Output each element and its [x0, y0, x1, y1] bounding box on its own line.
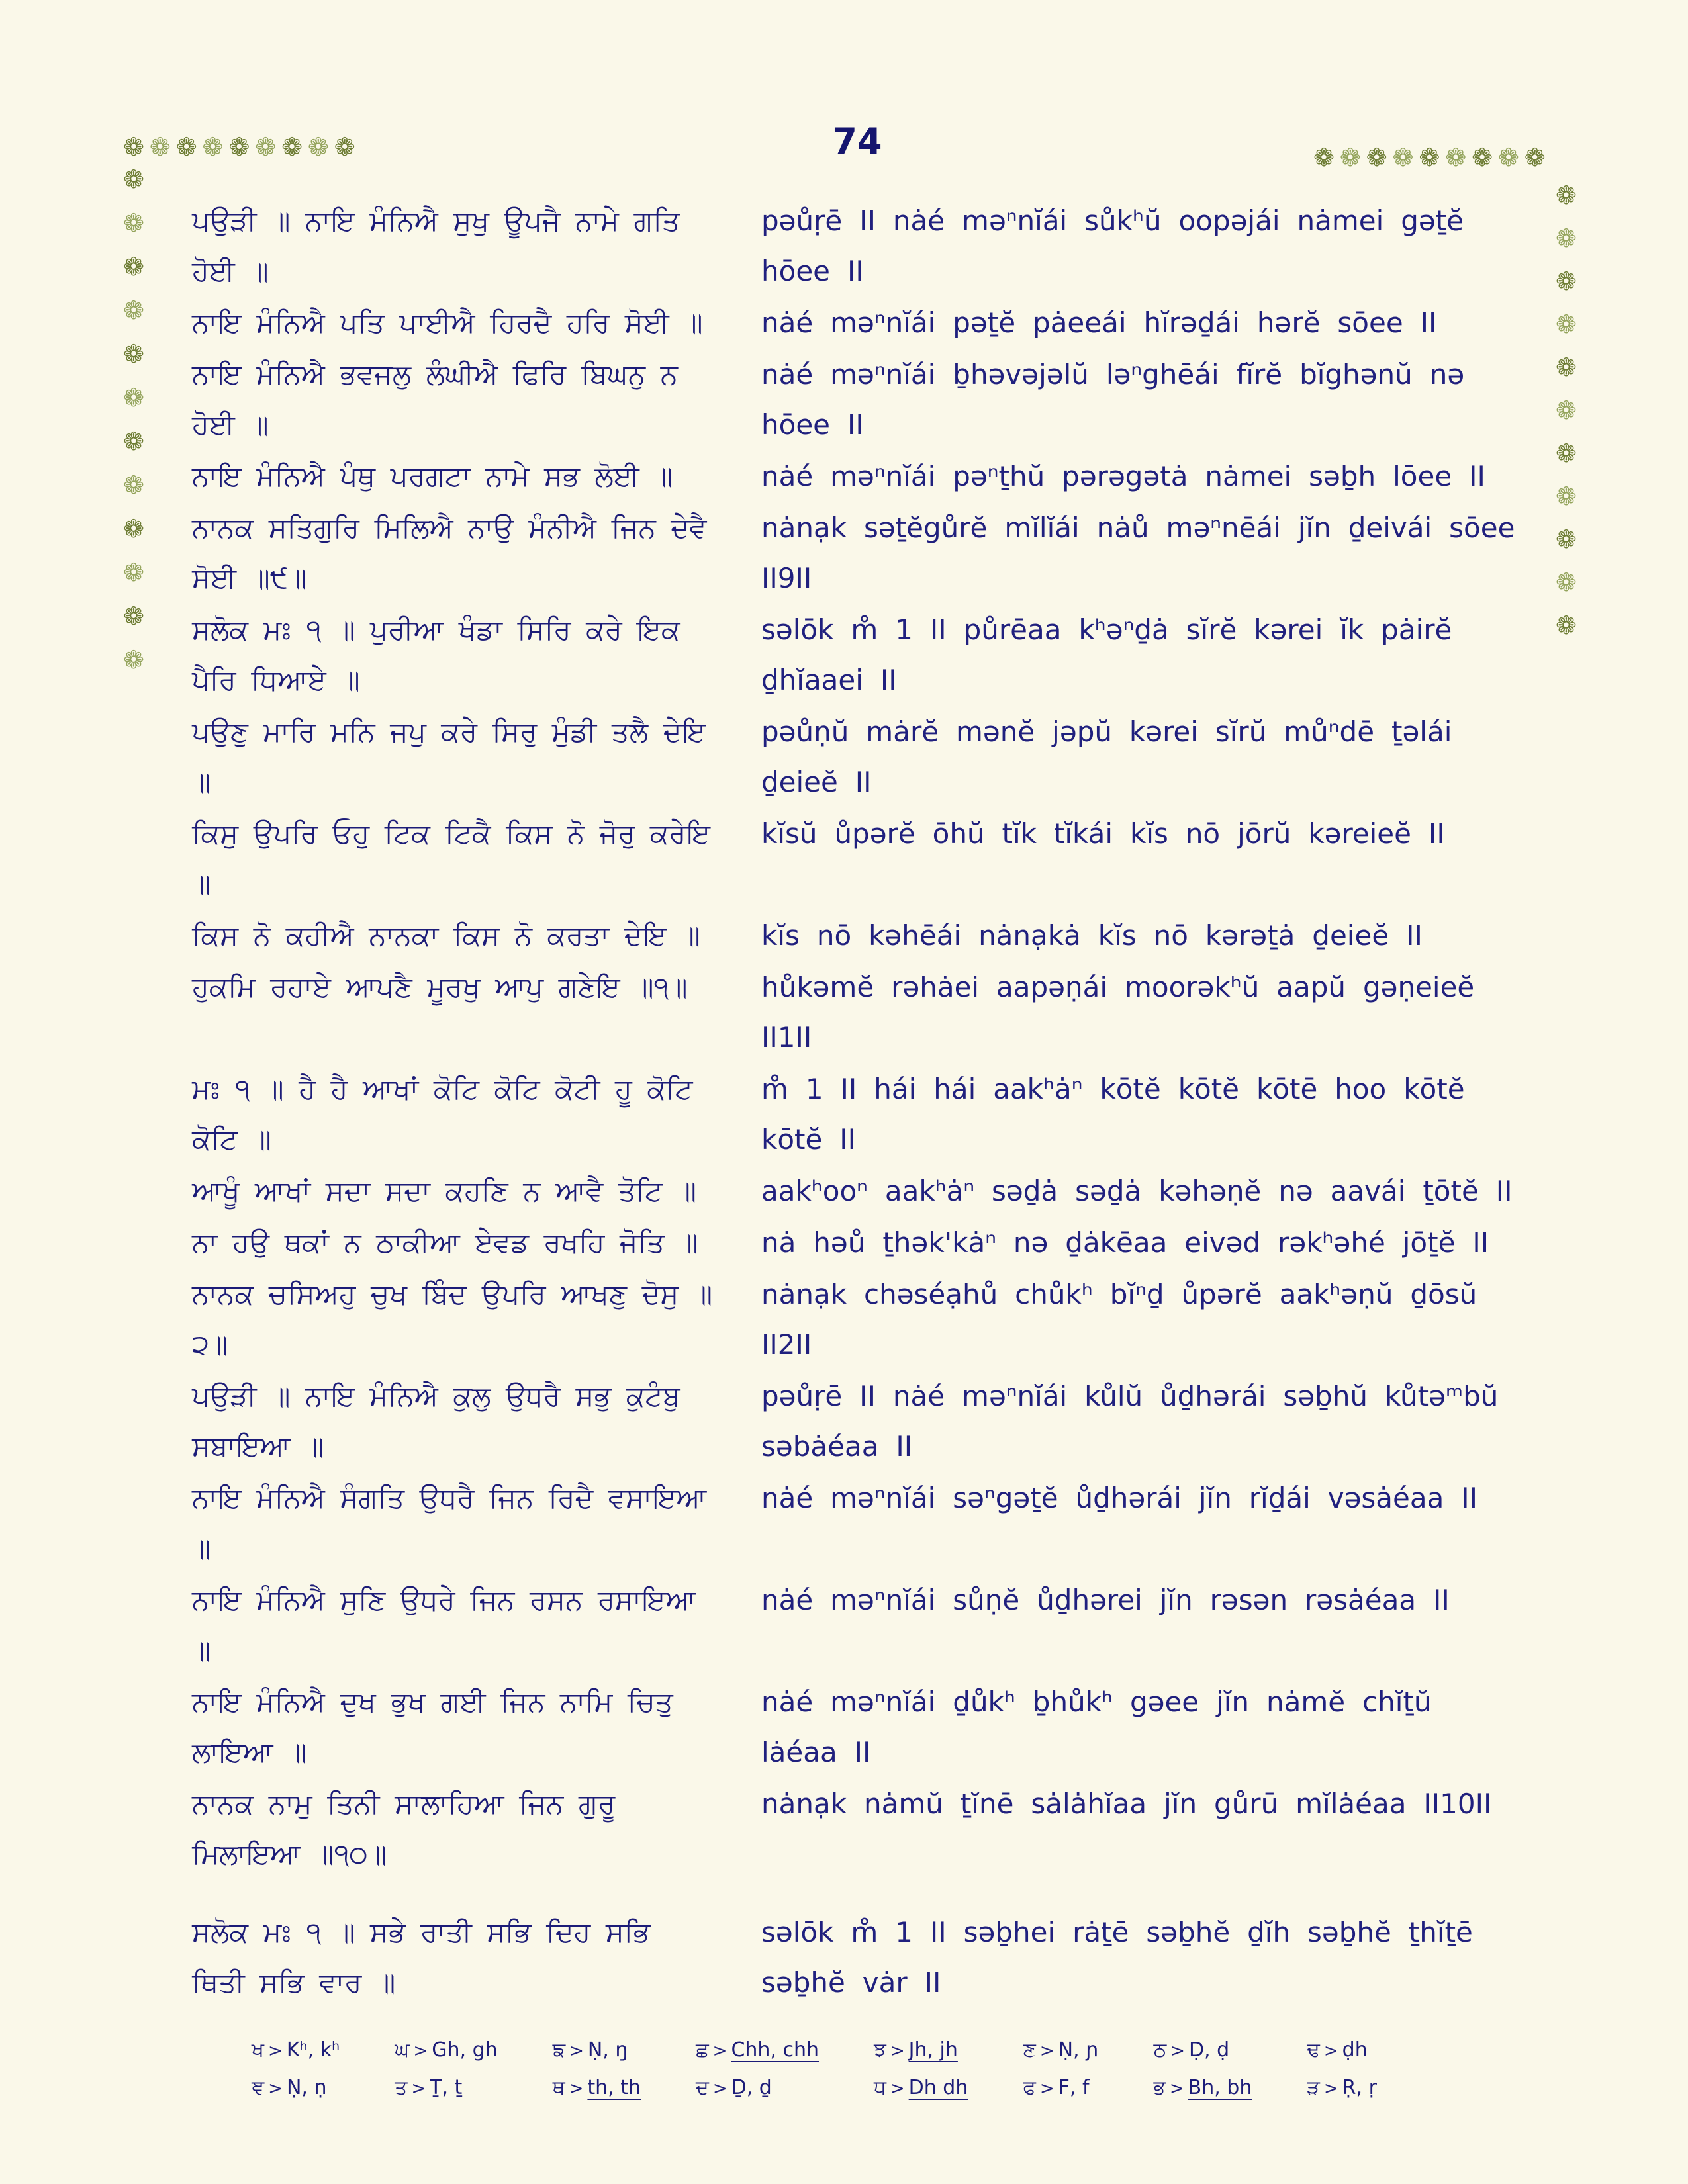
romanization-text: kĭsŭ ůpərĕ ōhŭ tĭk tĭkái kĭs nō jōrŭ kəreieĕ II — [761, 817, 1445, 850]
flower-icon: ❁ — [123, 558, 144, 587]
flower-icon: ❁ — [1313, 143, 1335, 172]
gurmukhi-text: ਨਾਨਕ ਸਤਿਗੁਰਿ ਮਿਲਿਐ ਨਾਉ ਮੰਨੀਐ ਜਿਨ ਦੇਵੈ ਸੋਈ ॥੯॥ — [192, 512, 707, 594]
flower-icon: ❁ — [1497, 143, 1519, 172]
gurmukhi-letter: ਞ — [252, 2076, 265, 2099]
maps-to-symbol: > — [1169, 2079, 1184, 2099]
legend-item — [252, 2037, 340, 2064]
latin-equivalent: Ṇ, ŋ — [587, 2038, 628, 2062]
gurmukhi-text: ਨਾਇ ਮੰਨਿਐ ਸੁਣਿ ਉਧਰੇ ਜਿਨ ਰਸਨ ਰਸਾਇਆ ॥ — [192, 1584, 696, 1666]
romanization-text: nȧé məⁿnĭái ḏůkʰ ḇhůkʰ gəee jĭn nȧmĕ chĭṯŭ lȧéaa II — [761, 1686, 1432, 1768]
gurmukhi-text: ਕਿਸ ਨੋ ਕਹੀਐ ਨਾਨਕਾ ਕਿਸ ਨੋ ਕਰਤਾ ਦੇਇ ॥ — [192, 919, 700, 952]
gurmukhi-letter: ਣ — [1023, 2038, 1036, 2062]
verse-row — [192, 1064, 1526, 1165]
verse-row — [192, 1907, 1526, 2008]
legend-item — [553, 2037, 641, 2064]
gurmukhi-text: ਆਖੂੰ ਆਖਾਂ ਸਦਾ ਸਦਾ ਕਹਣਿ ਨ ਆਵੈ ਤੋਟਿ ॥ — [192, 1175, 697, 1207]
maps-to-symbol: > — [413, 2041, 428, 2061]
romanization-text: nȧnạk chəséạhů chůkʰ bĭⁿḏ ůpərĕ aakʰəṇŭ ḏōsŭ II2II — [761, 1278, 1477, 1361]
transliteration-legend — [252, 2037, 1377, 2102]
verse-row — [192, 1371, 1526, 1472]
romanization-text: nȧnạk nȧmŭ ṯĭnē sȧlȧhĭaa jĭn gůrū mĭlȧéaa II10II — [761, 1788, 1492, 1820]
verse-row — [192, 1473, 1526, 1574]
romanization-text: m̊ 1 II hái hái aakʰȧⁿ kōtĕ kōtĕ kōtē hoo kōtĕ kōtĕ II — [761, 1073, 1465, 1156]
flower-icon: ❁ — [1556, 525, 1577, 554]
latin-equivalent: Gh, gh — [432, 2038, 498, 2062]
flower-icon: ❁ — [1556, 482, 1577, 511]
verse-row — [192, 962, 1526, 1063]
legend-item — [1023, 2037, 1098, 2064]
latin-equivalent: Chh, chh — [731, 2038, 820, 2062]
gurmukhi-text: ਨਾਇ ਮੰਨਿਐ ਪਤਿ ਪਾਈਐ ਹਿਰਦੈ ਹਰਿ ਸੋਈ ॥ — [192, 306, 703, 339]
gurmukhi-text: ਨਾਇ ਮੰਨਿਐ ਭਵਜਲੁ ਲੰਘੀਐ ਫਿਰਿ ਬਿਘਨੁ ਨ ਹੋਈ ॥ — [192, 358, 678, 441]
verse-row — [192, 349, 1526, 450]
latin-equivalent: Ḏ, ḏ — [731, 2076, 772, 2099]
romanization-text: nȧé məⁿnĭái sůṇĕ ůḏhərei jĭn rəsən rəsȧéaa II — [761, 1584, 1450, 1616]
gurmukhi-letter: ਠ — [1153, 2038, 1167, 2062]
flower-icon: ❁ — [1556, 611, 1577, 640]
gurmukhi-text: ਨਾਇ ਮੰਨਿਐ ਪੰਥੁ ਪਰਗਟਾ ਨਾਮੇ ਸਭ ਲੋਈ ॥ — [192, 460, 673, 492]
flower-icon: ❁ — [1556, 439, 1577, 468]
legend-item — [1307, 2075, 1377, 2102]
flower-icon: ❁ — [123, 165, 144, 194]
verse-row — [192, 1166, 1526, 1216]
romanization-text: hůkəmĕ rəhȧei aapəṇái moorəkʰŭ aapŭ gəṇeieĕ II1II — [761, 971, 1475, 1054]
gurmukhi-text: ਨਾਨਕ ਨਾਮੁ ਤਿਨੀ ਸਾਲਾਹਿਆ ਜਿਨ ਗੁਰੂ ਮਿਲਾਇਆ ॥੧੦॥ — [192, 1788, 616, 1870]
verse-row — [192, 451, 1526, 502]
romanization-text: pəůṛē II nȧé məⁿnĭái kůlŭ ůḏhərái səḇhŭ kůtəᵐbŭ səbȧéaa II — [761, 1380, 1499, 1463]
gurmukhi-letter: ਝ — [873, 2038, 886, 2062]
gurmukhi-text: ਮਃ ੧ ॥ ਹੈ ਹੈ ਆਖਾਂ ਕੋਟਿ ਕੋਟਿ ਕੋਟੀ ਹੂ ਕੋਟਿ ਕੋਟਿ ॥ — [192, 1073, 693, 1156]
flower-icon: ❁ — [123, 340, 144, 369]
gurmukhi-letter: ਘ — [395, 2038, 410, 2062]
flower-icon: ❁ — [1392, 143, 1414, 172]
latin-equivalent: F, f — [1058, 2076, 1090, 2099]
flower-icon: ❁ — [123, 132, 144, 161]
verse-row — [192, 707, 1526, 807]
legend-item — [252, 2075, 340, 2102]
romanization-text: nȧé məⁿnĭái səⁿgəṯĕ ůḏhərái jĭn rĭḏái vəsȧéaa II — [761, 1482, 1478, 1514]
gurmukhi-text: ਕਿਸੁ ਉਪਰਿ ਓਹੁ ਟਿਕ ਟਿਕੈ ਕਿਸ ਨੋ ਜੋਰੁ ਕਰੇਇ ॥ — [192, 817, 710, 900]
romanization-text: səlōk m̊ 1 II səḇhei rȧṯē səḇhĕ ḏĭh səḇhĕ ṯhĭṯē səḇhĕ vȧr II — [761, 1916, 1473, 1999]
maps-to-symbol: > — [712, 2041, 727, 2061]
flower-icon: ❁ — [202, 132, 224, 161]
latin-equivalent: Ṇ, ṇ — [286, 2076, 327, 2099]
gurmukhi-letter: ਖ — [252, 2038, 265, 2062]
legend-item — [1307, 2037, 1377, 2064]
gurmukhi-letter: ਤ — [395, 2076, 408, 2099]
maps-to-symbol: > — [1039, 2041, 1055, 2061]
verse-row — [192, 605, 1526, 705]
flower-icon: ❁ — [1445, 143, 1467, 172]
legend-item — [553, 2075, 641, 2102]
legend-item — [1153, 2037, 1252, 2064]
flower-border-left — [123, 167, 144, 672]
latin-equivalent: Ṛ, ṛ — [1342, 2076, 1377, 2099]
romanization-text: nȧ həů ṯhək'kȧⁿ nə ḏȧkēaa eivəd rəkʰəhé jōṯĕ II — [761, 1226, 1489, 1259]
verse-row — [192, 196, 1526, 296]
gurmukhi-text: ਹੁਕਮਿ ਰਹਾਏ ਆਪਣੈ ਮੂਰਖੁ ਆਪੁ ਗਣੇਇ ॥੧॥ — [192, 971, 688, 1003]
flower-icon: ❁ — [1556, 224, 1577, 253]
legend-item — [696, 2037, 819, 2064]
flower-icon: ❁ — [1472, 143, 1493, 172]
verse-row — [192, 1218, 1526, 1268]
verse-row — [192, 1575, 1526, 1676]
flower-icon: ❁ — [123, 296, 144, 325]
latin-equivalent: th, th — [587, 2076, 641, 2099]
gurmukhi-letter: ਧ — [873, 2076, 886, 2099]
romanization-text: pəůṛē II nȧé məⁿnĭái sůkʰŭ oopəjái nȧmei gəṯĕ hōee II — [761, 205, 1464, 287]
flower-icon: ❁ — [1366, 143, 1387, 172]
gurmukhi-text: ਪਉੜੀ ॥ ਨਾਇ ਮੰਨਿਐ ਸੁਖੁ ਊਪਜੈ ਨਾਮੇ ਗਤਿ ਹੋਈ ॥ — [192, 205, 680, 287]
flower-icon: ❁ — [123, 645, 144, 674]
verse-row — [192, 809, 1526, 909]
maps-to-symbol: > — [569, 2041, 584, 2061]
romanization-text: kĭs nō kəhēái nȧnạkȧ kĭs nō kərəṯȧ ḏeieĕ II — [761, 919, 1423, 952]
verse-row — [192, 1677, 1526, 1778]
flower-icon: ❁ — [255, 132, 277, 161]
flower-icon: ❁ — [1524, 143, 1546, 172]
maps-to-symbol: > — [268, 2041, 283, 2061]
verse-row — [192, 503, 1526, 604]
latin-equivalent: Ḍ, ḍ — [1188, 2038, 1230, 2062]
gurmukhi-letter: ਢ — [1307, 2038, 1320, 2062]
page-number: 74 — [832, 120, 882, 162]
maps-to-symbol: > — [1170, 2041, 1185, 2061]
latin-equivalent: Ṯ, ṯ — [430, 2076, 463, 2099]
gurmukhi-text: ਪਉਣੁ ਮਾਰਿ ਮਨਿ ਜਪੁ ਕਰੇ ਸਿਰੁ ਮੁੰਡੀ ਤਲੈ ਦੇਇ ॥ — [192, 715, 706, 798]
flower-icon: ❁ — [123, 602, 144, 631]
flower-icon: ❁ — [1556, 310, 1577, 339]
flower-icon: ❁ — [123, 383, 144, 412]
flower-icon: ❁ — [123, 252, 144, 281]
gurmukhi-text: ਸਲੋਕ ਮਃ ੧ ॥ ਸਭੇ ਰਾਤੀ ਸਭਿ ਦਿਹ ਸਭਿ ਥਿਤੀ ਸਭਿ ਵਾਰ ॥ — [192, 1916, 651, 1999]
gurmukhi-text: ਨਾਇ ਮੰਨਿਐ ਦੁਖ ਭੁਖ ਗਈ ਜਿਨ ਨਾਮਿ ਚਿਤੁ ਲਾਇਆ ॥ — [192, 1686, 673, 1768]
gurmukhi-text: ਸਲੋਕ ਮਃ ੧ ॥ ਪੁਰੀਆ ਖੰਡਾ ਸਿਰਿ ਕਰੇ ਇਕ ਪੈਰਿ ਧਿਆਏ ॥ — [192, 614, 680, 696]
maps-to-symbol: > — [890, 2041, 905, 2061]
maps-to-symbol: > — [1323, 2079, 1338, 2099]
flower-icon: ❁ — [1339, 143, 1361, 172]
legend-item — [395, 2037, 498, 2064]
latin-equivalent: Dh dh — [908, 2076, 968, 2099]
flower-icon: ❁ — [123, 427, 144, 456]
flower-border-top-left — [123, 134, 355, 159]
verse-row — [192, 1779, 1526, 1880]
gurmukhi-text: ਨਾਨਕ ਚਸਿਅਹੁ ਚੁਖ ਬਿੰਦ ਉਪਰਿ ਆਖਣੁ ਦੋਸੁ ॥੨॥ — [192, 1278, 713, 1361]
gurmukhi-letter: ੜ — [1307, 2076, 1320, 2099]
latin-equivalent: Kʰ, kʰ — [286, 2038, 340, 2062]
flower-icon: ❁ — [175, 132, 197, 161]
legend-item — [1153, 2075, 1252, 2102]
verse-table — [192, 196, 1526, 2009]
maps-to-symbol: > — [411, 2079, 426, 2099]
maps-to-symbol: > — [890, 2079, 905, 2099]
maps-to-symbol: > — [1039, 2079, 1055, 2099]
legend-item — [874, 2075, 968, 2102]
flower-border-top-right — [1313, 145, 1546, 170]
latin-equivalent: ḍh — [1342, 2038, 1368, 2062]
latin-equivalent: Jh, jh — [908, 2038, 958, 2062]
flower-icon: ❁ — [1556, 396, 1577, 425]
romanization-text: pəůṇŭ mȧrĕ mənĕ jəpŭ kərei sĭrŭ můⁿdē ṯəlái ḏeieĕ II — [761, 715, 1452, 798]
flower-icon: ❁ — [334, 132, 355, 161]
legend-item — [696, 2075, 819, 2102]
verse-row — [192, 911, 1526, 961]
flower-icon: ❁ — [1556, 267, 1577, 296]
gurmukhi-text: ਨਾ ਹਉ ਥਕਾਂ ਨ ਠਾਕੀਆ ਏਵਡ ਰਖਹਿ ਜੋਤਿ ॥ — [192, 1226, 698, 1259]
maps-to-symbol: > — [268, 2079, 283, 2099]
verse-row — [192, 1269, 1526, 1370]
legend-item — [395, 2075, 498, 2102]
flower-icon: ❁ — [307, 132, 329, 161]
legend-item — [1023, 2075, 1098, 2102]
gurmukhi-letter: ਙ — [552, 2038, 566, 2062]
gurmukhi-letter: ਛ — [695, 2038, 709, 2062]
flower-icon: ❁ — [281, 132, 303, 161]
flower-icon: ❁ — [1419, 143, 1440, 172]
flower-icon: ❁ — [1556, 568, 1577, 597]
romanization-text: nȧé məⁿnĭái pəṯĕ pȧeeái hĭrəḏái hərĕ sōee II — [761, 306, 1437, 339]
gurmukhi-letter: ਦ — [695, 2076, 709, 2099]
romanization-text: aakʰooⁿ aakʰȧⁿ səḏȧ səḏȧ kəhəṇĕ nə aavái ṯōtĕ II — [761, 1175, 1513, 1207]
verse-row — [192, 298, 1526, 348]
flower-icon: ❁ — [123, 471, 144, 500]
maps-to-symbol: > — [569, 2079, 584, 2099]
flower-icon: ❁ — [1556, 181, 1577, 210]
latin-equivalent: Bh, bh — [1188, 2076, 1252, 2099]
gurmukhi-text: ਪਉੜੀ ॥ ਨਾਇ ਮੰਨਿਐ ਕੁਲੁ ਉਧਰੈ ਸਭੁ ਕੁਟੰਬੁ ਸਬਾਇਆ ॥ — [192, 1380, 680, 1463]
flower-icon: ❁ — [1556, 353, 1577, 382]
gurmukhi-letter: ਫ — [1023, 2076, 1036, 2099]
flower-icon: ❁ — [149, 132, 171, 161]
maps-to-symbol: > — [1323, 2041, 1338, 2061]
flower-icon: ❁ — [123, 208, 144, 238]
maps-to-symbol: > — [712, 2079, 727, 2099]
flower-border-right — [1556, 183, 1577, 638]
gurmukhi-letter: ਥ — [552, 2076, 565, 2099]
legend-item — [874, 2037, 968, 2064]
gurmukhi-text: ਨਾਇ ਮੰਨਿਐ ਸੰਗਤਿ ਉਧਰੈ ਜਿਨ ਰਿਦੈ ਵਸਾਇਆ ॥ — [192, 1482, 707, 1565]
romanization-text: nȧé məⁿnĭái pəⁿṯhŭ pərəgətȧ nȧmei səḇh lōee II — [761, 460, 1485, 492]
latin-equivalent: Ṇ, ɲ — [1058, 2038, 1099, 2062]
flower-icon: ❁ — [123, 514, 144, 543]
flower-icon: ❁ — [228, 132, 250, 161]
romanization-text: nȧé məⁿnĭái ḇhəvəjəlŭ ləⁿghēái fĭrĕ bĭghənŭ nə hōee II — [761, 358, 1465, 441]
romanization-text: nȧnạk səṯĕgůrĕ mĭlĭái nȧů məⁿnēái jĭn ḏeivái sōee II9II — [761, 512, 1515, 594]
romanization-text: səlōk m̊ 1 II půrēaa kʰəⁿḏȧ sĭrĕ kərei ĭk pȧirĕ ḏhĭaaei II — [761, 614, 1452, 696]
gurmukhi-letter: ਭ — [1153, 2076, 1166, 2099]
